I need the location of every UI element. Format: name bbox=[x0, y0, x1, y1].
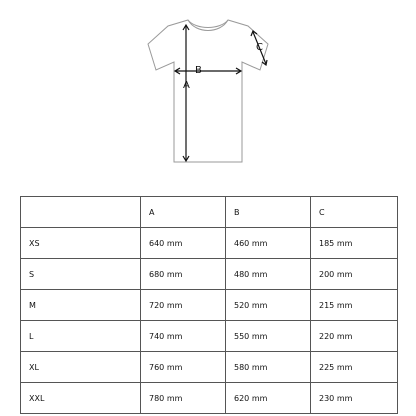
header-c: C bbox=[311, 197, 398, 228]
b-cell: 480 mm bbox=[226, 259, 311, 290]
b-cell: 580 mm bbox=[226, 352, 311, 383]
a-cell: 740 mm bbox=[141, 321, 226, 352]
c-cell: 230 mm bbox=[311, 383, 398, 414]
c-cell: 225 mm bbox=[311, 352, 398, 383]
b-cell: 550 mm bbox=[226, 321, 311, 352]
header-a: A bbox=[141, 197, 226, 228]
c-cell: 215 mm bbox=[311, 290, 398, 321]
size-cell: XS bbox=[21, 228, 141, 259]
size-cell: XXL bbox=[21, 383, 141, 414]
a-cell: 780 mm bbox=[141, 383, 226, 414]
b-cell: 520 mm bbox=[226, 290, 311, 321]
header-b: B bbox=[226, 197, 311, 228]
size-cell: XL bbox=[21, 352, 141, 383]
label-a: A bbox=[183, 80, 190, 91]
size-chart-table bbox=[20, 196, 398, 414]
table-row bbox=[21, 383, 398, 414]
c-cell: 200 mm bbox=[311, 259, 398, 290]
table-row bbox=[21, 228, 398, 259]
b-cell: 460 mm bbox=[226, 228, 311, 259]
table-row bbox=[21, 352, 398, 383]
a-cell: 760 mm bbox=[141, 352, 226, 383]
a-cell: 640 mm bbox=[141, 228, 226, 259]
table-row bbox=[21, 321, 398, 352]
table-row bbox=[21, 290, 398, 321]
tshirt-outline bbox=[148, 20, 268, 162]
label-c: C bbox=[256, 42, 263, 53]
b-cell: 620 mm bbox=[226, 383, 311, 414]
table-row bbox=[21, 259, 398, 290]
table-header-row bbox=[21, 197, 398, 228]
a-cell: 680 mm bbox=[141, 259, 226, 290]
a-cell: 720 mm bbox=[141, 290, 226, 321]
size-cell: L bbox=[21, 321, 141, 352]
tshirt-measurement-diagram bbox=[0, 0, 416, 180]
label-b: B bbox=[195, 65, 202, 76]
c-cell: 220 mm bbox=[311, 321, 398, 352]
header-size bbox=[21, 197, 141, 228]
c-cell: 185 mm bbox=[311, 228, 398, 259]
size-cell: S bbox=[21, 259, 141, 290]
size-cell: M bbox=[21, 290, 141, 321]
